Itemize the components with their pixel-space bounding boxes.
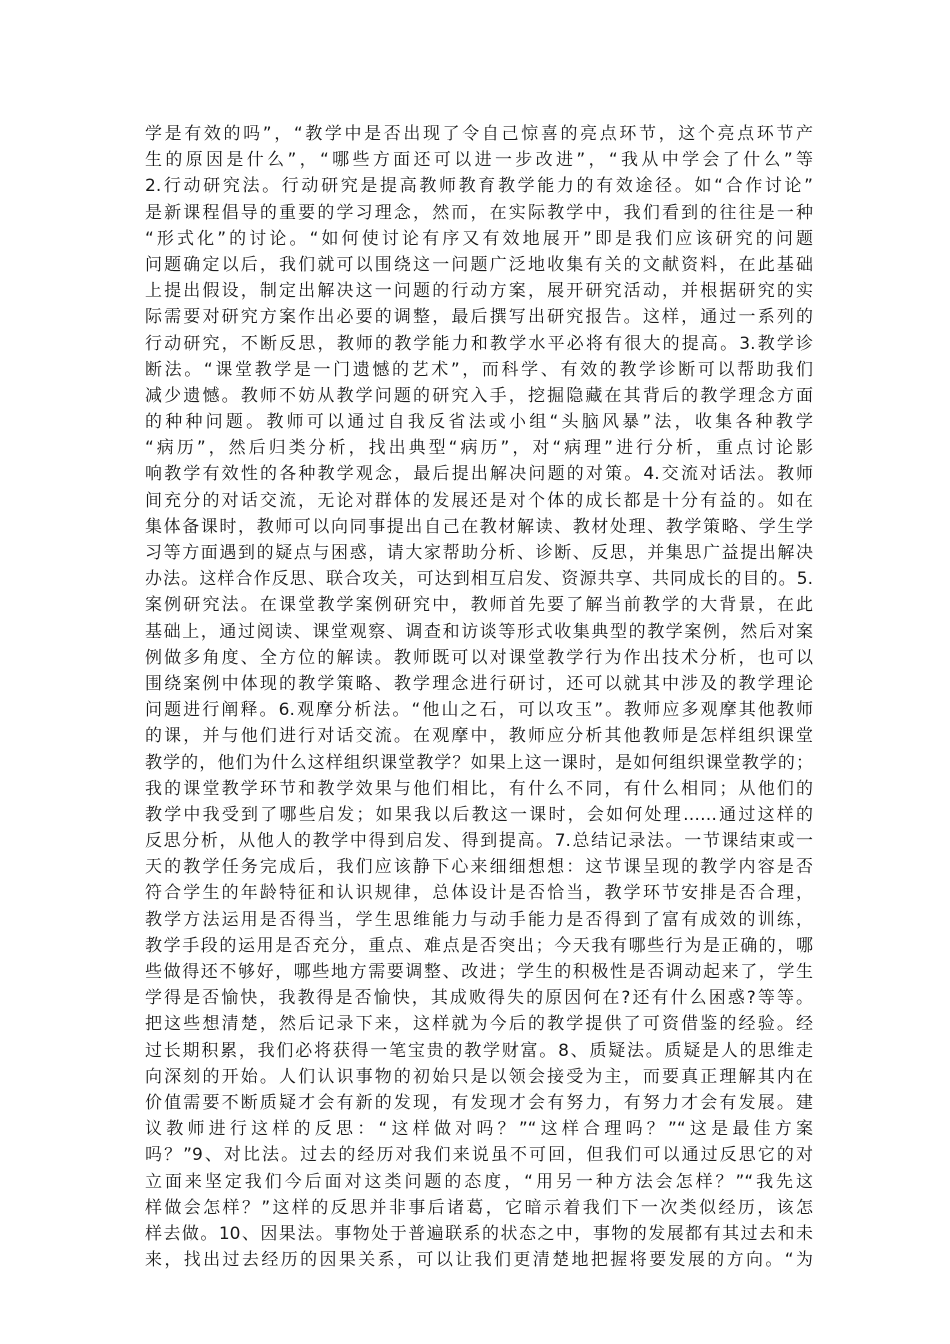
text-line: 的种种问题。教师可以通过自我反省法或小组“头脑风暴”法，收集各种教学 <box>145 412 813 433</box>
text-line: 来，找出过去经历的因果关系，可以让我们更清楚地把握将要发展的方向。“为 <box>145 1250 813 1271</box>
text-line: 立面来坚定我们今后面对这类问题的态度，“用另一种方法会怎样？”“我先这 <box>145 1171 813 1192</box>
text-line: 2.行动研究法。行动研究是提高教师教育教学能力的有效途径。如“合作讨论” <box>145 176 813 197</box>
text-line: 例做多角度、全方位的解读。教师既可以对课堂教学行为作出技术分析，也可以 <box>145 647 813 668</box>
text-line: 问题进行阐释。6.观摩分析法。“他山之石，可以攻玉”。教师应多观摩其他教师 <box>145 700 813 721</box>
text-line: 习等方面遇到的疑点与困惑，请大家帮助分析、诊断、反思，并集思广益提出解决 <box>145 543 813 563</box>
text-line: 过长期积累，我们必将获得一笔宝贵的教学财富。8、质疑法。质疑是人的思维走 <box>145 1040 813 1061</box>
text-line: 断法。“课堂教学是一门遗憾的艺术”，而科学、有效的教学诊断可以帮助我们 <box>145 359 813 380</box>
text-line: 教学方法运用是否得当，学生思维能力与动手能力是否得到了富有成效的训练， <box>145 909 813 930</box>
text-line: 价值需要不断质疑才会有新的发现，有发现才会有努力，有努力才会有发展。建 <box>145 1092 813 1113</box>
text-line: 问题确定以后，我们就可以围绕这一问题广泛地收集有关的文献资料，在此基础 <box>145 254 813 275</box>
text-line: 反思分析，从他人的教学中得到启发、得到提高。7.总结记录法。一节课结束或一 <box>145 831 813 852</box>
text-line: 际需要对研究方案作出必要的调整，最后撰写出研究报告。这样，通过一系列的 <box>145 307 813 328</box>
text-line: 学是有效的吗”，“教学中是否出现了令自己惊喜的亮点环节，这个亮点环节产 <box>145 124 813 144</box>
text-line: 教学手段的运用是否充分，重点、难点是否突出；今天我有哪些行为是正确的，哪 <box>145 935 813 956</box>
text-line: 学得是否愉快，我教得是否愉快，其成败得失的原因何在?还有什么困惑?等等。 <box>145 988 813 1009</box>
text-line: 集体备课时，教师可以向同事提出自己在教材解读、教材处理、教学策略、学生学 <box>145 516 813 537</box>
text-line: “形式化”的讨论。“如何使讨论有序又有效地展开”即是我们应该研究的问题 <box>145 228 813 249</box>
text-line: 减少遗憾。教师不妨从教学问题的研究入手，挖掘隐藏在其背后的教学理念方面 <box>145 385 813 406</box>
text-line: 向深刻的开始。人们认识事物的初始只是以领会接受为主，而要真正理解其内在 <box>145 1066 813 1087</box>
text-line: 是新课程倡导的重要的学习理念，然而，在实际教学中，我们看到的往往是一种 <box>145 202 813 223</box>
text-line: 行动研究，不断反思，教师的教学能力和教学水平必将有很大的提高。3.教学诊 <box>145 333 813 354</box>
text-line: 案例研究法。在课堂教学案例研究中，教师首先要了解当前教学的大背景，在此 <box>145 595 813 616</box>
text-line: 议教师进行这样的反思：“这样做对吗？”“这样合理吗？”“这是最佳方案 <box>145 1119 813 1140</box>
text-line: 的课，并与他们进行对话交流。在观摩中，教师应分析其他教师是怎样组织课堂 <box>145 726 813 747</box>
text-line: 样去做。10、因果法。事物处于普遍联系的状态之中，事物的发展都有其过去和未 <box>145 1223 813 1244</box>
text-line: 生的原因是什么”，“哪些方面还可以进一步改进”，“我从中学会了什么”等 <box>145 150 813 171</box>
body-text <box>145 121 813 1273</box>
text-line: 教学中我受到了哪些启发；如果我以后教这一课时，会如何处理……通过这样的 <box>145 804 813 825</box>
text-line: 办法。这样合作反思、联合攻关，可达到相互启发、资源共享、共同成长的目的。5. <box>145 569 813 590</box>
text-line: 围绕案例中体现的教学策略、教学理念进行研讨，还可以就其中涉及的教学理论 <box>145 673 813 694</box>
text-line: 基础上，通过阅读、课堂观察、调查和访谈等形式收集典型的教学案例，然后对案 <box>145 621 813 642</box>
text-line: 间充分的对话交流，无论对群体的发展还是对个体的成长都是十分有益的。如在 <box>145 490 813 511</box>
text-line: 些做得还不够好，哪些地方需要调整、改进；学生的积极性是否调动起来了，学生 <box>145 962 813 982</box>
text-line: “病历”，然后归类分析，找出典型“病历”，对“病理”进行分析，重点讨论影 <box>145 438 813 459</box>
text-line: 符合学生的年龄特征和认识规律，总体设计是否恰当，教学环节安排是否合理， <box>145 883 813 904</box>
text-line: 教学的，他们为什么这样组织课堂教学？如果上这一课时，是如何组织课堂教学的； <box>145 752 813 773</box>
text-line: 上提出假设，制定出解决这一问题的行动方案，展开研究活动，并根据研究的实 <box>145 281 813 302</box>
text-line: 响教学有效性的各种教学观念，最后提出解决问题的对策。4.交流对话法。教师 <box>145 464 813 485</box>
text-line: 把这些想清楚，然后记录下来，这样就为今后的教学提供了可资借鉴的经验。经 <box>145 1014 813 1035</box>
text-line: 吗？”9、对比法。过去的经历对我们来说虽不可回，但我们可以通过反思它的对 <box>145 1145 813 1166</box>
text-line: 天的教学任务完成后，我们应该静下心来细细想想：这节课呈现的教学内容是否 <box>145 857 813 878</box>
text-line: 样做会怎样？”这样的反思并非事后诸葛，它暗示着我们下一次类似经历，该怎 <box>145 1197 813 1218</box>
text-line: 我的课堂教学环节和教学效果与他们相比，有什么不同，有什么相同；从他们的 <box>145 778 813 799</box>
